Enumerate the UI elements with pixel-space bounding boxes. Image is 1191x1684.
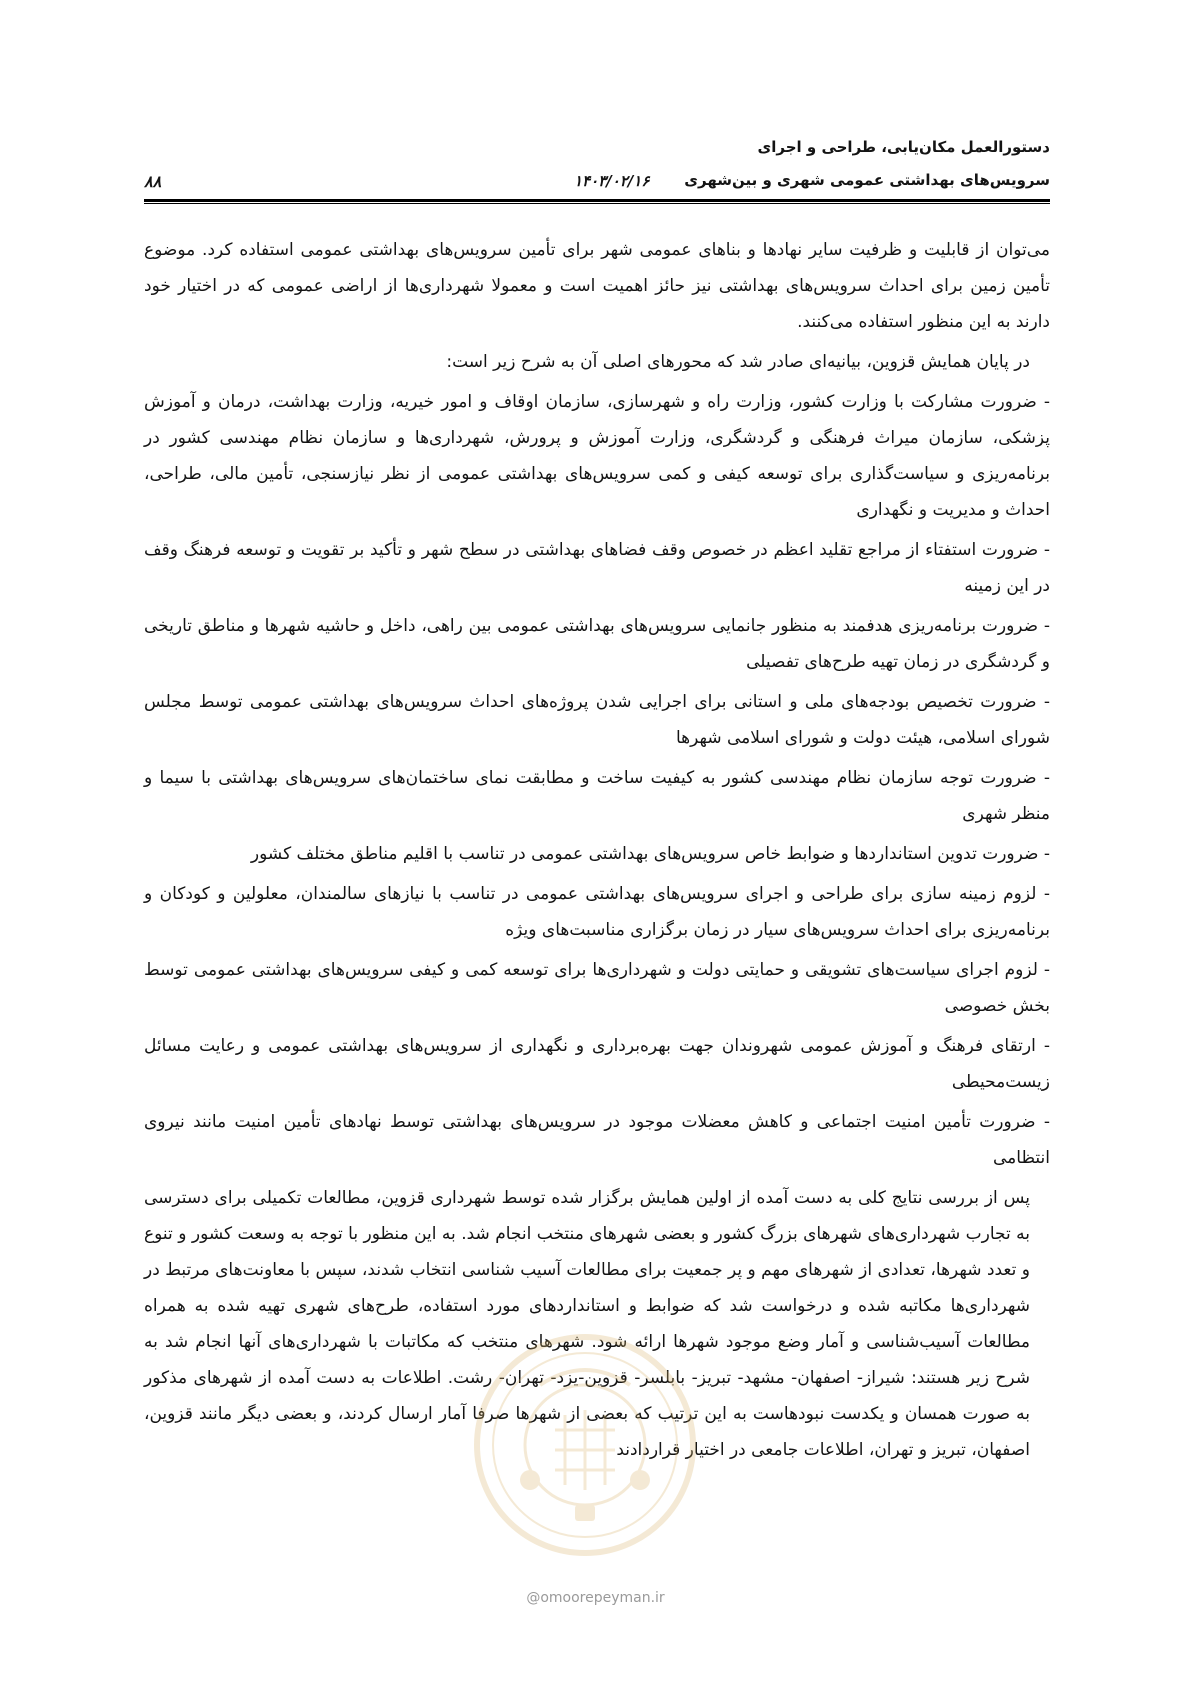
seal-logo-icon xyxy=(470,1330,700,1560)
header-title-line2: سرویس‌های بهداشتی عمومی شهری و بین‌شهری xyxy=(684,171,1050,189)
bullet-item: - ضرورت تدوین استانداردها و ضوابط خاص سرویس‌های بهداشتی عمومی در تناسب با اقلیم مناطق مختلف کشور xyxy=(250,844,1050,864)
header-divider xyxy=(144,199,1050,204)
bullet-item: - ضرورت برنامه‌ریزی هدفمند به منظور جانمایی سرویس‌های بهداشتی عمومی بین راهی، داخل و حاشیه شهرها و مناطق تاریخی و گردشگری در زمان تهیه طرح‌های تفصیلی xyxy=(144,616,1050,672)
bullet-item: - ضرورت استفتاء از مراجع تقلید اعظم در خصوص وقف فضاهای بهداشتی در سطح شهر و تأکید بر تقویت و توسعه فرهنگ وقف در این زمینه xyxy=(144,540,1050,596)
bullet-item: - ضرورت توجه سازمان نظام مهندسی کشور به کیفیت ساخت و مطابقت نمای ساختمان‌های سرویس‌های بهداشتی با سیما و منظر شهری xyxy=(144,768,1050,824)
body-text xyxy=(144,232,1050,1472)
closing-paragraph: پس از بررسی نتایج کلی به دست آمده از اولین همایش برگزار شده توسط شهرداری قزوین، مطالعات تکمیلی برای دسترسی به تجارب شهرداری‌های شهرهای بزرگ کشور و بعضی شهرهای منتخب انجام شد. به این منظور با توجه به وسعت کشور و تنوع و تعدد شهرها، تعدادی از شهرهای مهم و پر جمعیت برای مطالعات آسیب شناسی انتخاب شدند، سپس با معاونت‌های مرتبط در شهرداری‌ها مکاتبه شده و درخواست شد که ضوابط و استانداردهای مورد استفاده، طرح‌های شهری تهیه شده به همراه مطالعات آسیب‌شناسی و آمار وضع موجود شهرها ارائه شود. شهرهای منتخب که مکاتبات با شهرداری‌های آنها انجام شد به شرح زیر هستند: شیراز- اصفهان- مشهد- تبریز- بابلسر- قزوین-یزد- تهران- رشت. اطلاعات به دست آمده از شهرهای مذکور به صورت همسان و یکدست نبودهاست به این ترتیب که بعضی از شهرها صرفا آمار ارسال کردند، و بعضی دیگر مانند قزوین، اصفهان، تبریز و تهران، اطلاعات جامعی در اختیار قراردادند xyxy=(144,1188,1030,1460)
bullet-item: - ارتقای فرهنگ و آموزش عمومی شهروندان جهت بهره‌برداری و نگهداری از سرویس‌های بهداشتی عمومی و رعایت مسائل زیست‌محیطی xyxy=(144,1036,1050,1092)
header-title-line1: دستورالعمل مکان‌یابی، طراحی و اجرای xyxy=(757,138,1050,156)
bullet-item: - لزوم اجرای سیاست‌های تشویقی و حمایتی دولت و شهرداری‌ها برای توسعه کمی و کیفی سرویس‌های بهداشتی عمومی توسط بخش خصوصی xyxy=(144,960,1050,1016)
bullet-item: - ضرورت تخصیص بودجه‌های ملی و استانی برای اجرایی شدن پروژه‌های احداث سرویس‌های بهداشتی عمومی توسط مجلس شورای اسلامی، هیئت دولت و شورای اسلامی شهرها xyxy=(144,692,1050,748)
page-header xyxy=(144,138,1050,200)
header-date: ۱۴۰۳/۰۲/۱۶ xyxy=(574,172,650,190)
bullet-item: - ضرورت تأمین امنیت اجتماعی و کاهش معضلات موجود در سرویس‌های بهداشتی توسط نهادهای تأمین امنیت مانند نیروی انتظامی xyxy=(144,1112,1050,1168)
footer-url: @omoorepeyman.ir xyxy=(526,1590,665,1606)
intro-paragraph: در پایان همایش قزوین، بیانیه‌ای صادر شد که محورهای اصلی آن به شرح زیر است: xyxy=(446,352,1030,372)
bullet-item: - لزوم زمینه سازی برای طراحی و اجرای سرویس‌های بهداشتی عمومی در تناسب با نیازهای سالمندان، معلولین و کودکان و برنامه‌ریزی برای احداث سرویس‌های سیار در زمان برگزاری مناسبت‌های ویژه xyxy=(144,884,1050,940)
intro-paragraph: می‌توان از قابلیت و ظرفیت سایر نهادها و بناهای عمومی شهر برای تأمین سرویس‌های بهداشتی عمومی استفاده کرد. موضوع تأمین زمین برای احداث سرویس‌های بهداشتی نیز حائز اهمیت است و معمولا شهرداری‌ها از اراضی عمومی که در اختیار خود دارند به این منظور استفاده می‌کنند. xyxy=(144,240,1050,332)
bullet-item: - ضرورت مشارکت با وزارت کشور، وزارت راه و شهرسازی، سازمان اوقاف و امور خیریه، وزارت بهداشت، درمان و آموزش پزشکی، سازمان میراث فرهنگی و گردشگری، وزارت آموزش و پرورش، شهرداری‌ها و سازمان نظام مهندسی کشور در برنامه‌ریزی و سیاست‌گذاری برای توسعه کیفی و کمی سرویس‌های بهداشتی عمومی از نظر نیازسنجی، تأمین مالی، طراحی، احداث و مدیریت و نگهداری xyxy=(144,392,1050,520)
page-number: ۸۸ xyxy=(144,172,162,191)
